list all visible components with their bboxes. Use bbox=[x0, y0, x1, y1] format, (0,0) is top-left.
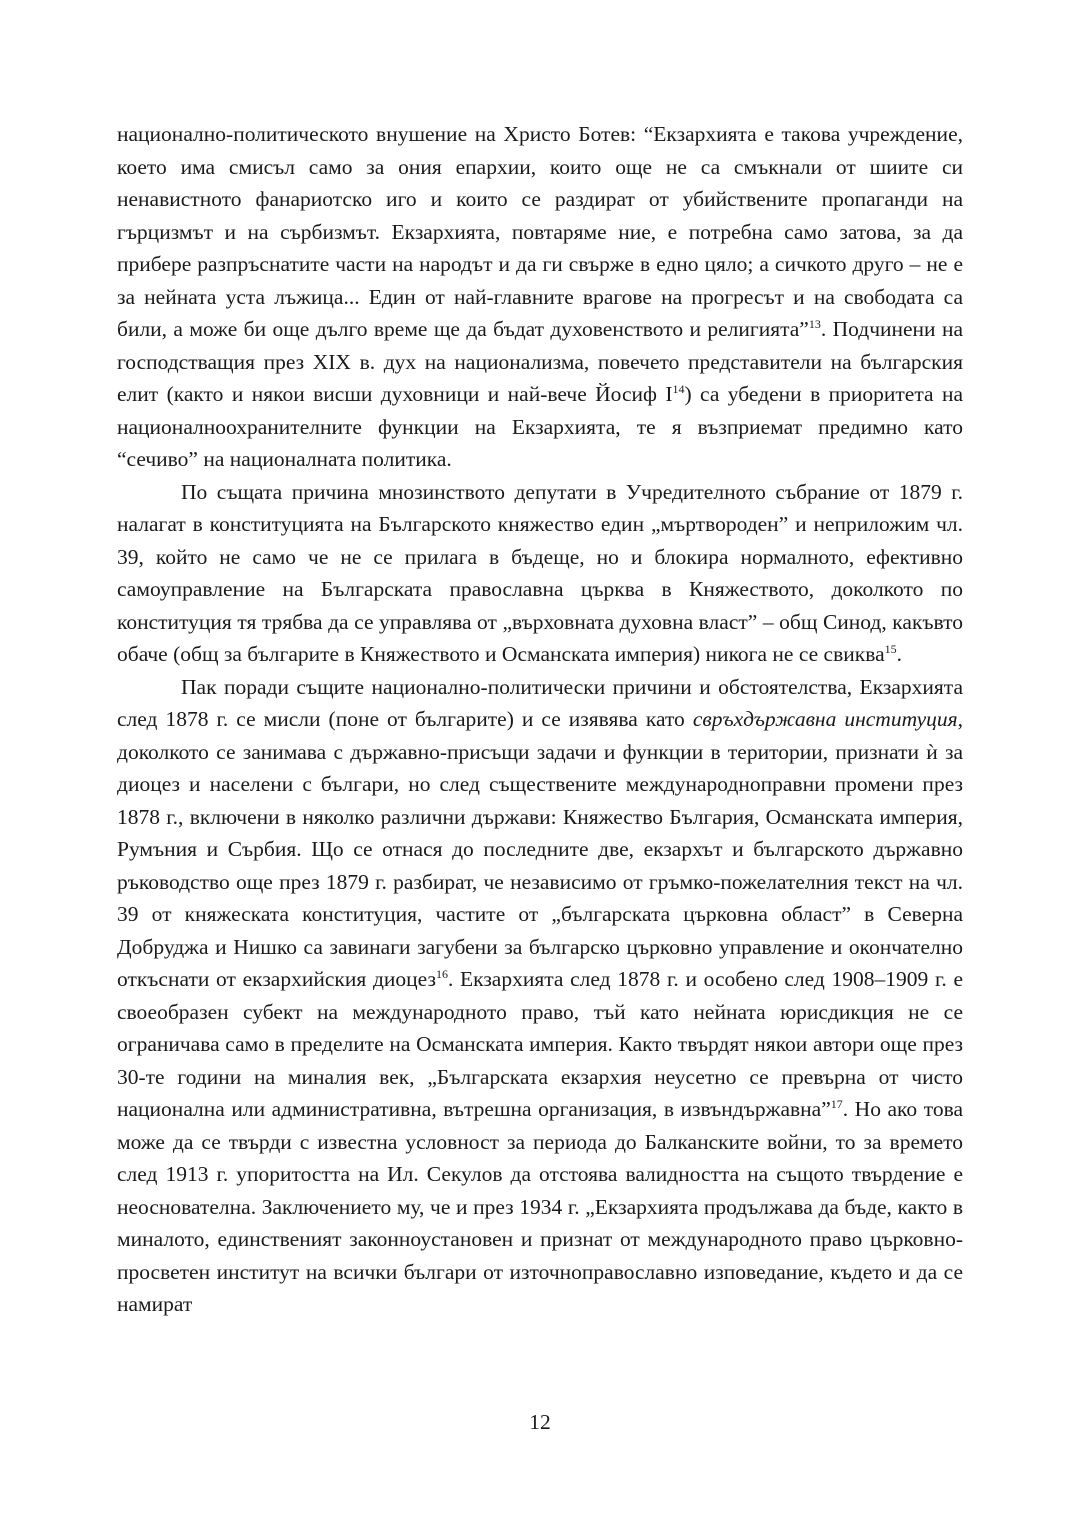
paragraph-text: национално-политическото внушение на Христо Ботев: “Екзархията е такова учреждение, което има смисъл само за ония епархии, които още не са смъкнали от шиите си ненавистното фанариотско иго и които се раздират от убийствените пропаганди на гърцизмът и на сърбизмът. Екзархията, повтаряме ние, е потребна само затова, за да прибере разпръснатите части на народът и да ги свърже в едно цяло; а сичкото друго – не е за нейната уста лъжица... Един от най-главните врагове на прогресът и на свободата са били, а може би още дълго време ще да бъдат духовенството и религията” bbox=[117, 122, 963, 341]
paragraph-text: . Подчинени на господстващия през XIX в. дух на национализма, повечето представители на българския елит (както и някои висши духовници и най-вече Йосиф I bbox=[117, 317, 963, 406]
footnote-ref: 17 bbox=[830, 1096, 843, 1111]
body-text bbox=[117, 118, 963, 1321]
paragraph-text: . Екзархията след 1878 г. и особено след 1908–1909 г. е своеобразен субект на международното право, тъй като нейната юрисдикция не се ограничава само в пределите на Османската империя. Както твърдят някои автори още през 30-те години на миналия век, „Българската екзархия неусетно се превърна от чисто национална или административна, вътрешна организация, в извъндържавна” bbox=[117, 967, 964, 1121]
footnote-ref: 16 bbox=[435, 966, 448, 981]
footnote-ref: 15 bbox=[884, 641, 897, 656]
footnote-ref: 13 bbox=[808, 316, 821, 331]
paragraph-text: По същата причина мнозинството депутати в Учредителното събрание от 1879 г. налагат в конституцията на Българското княжество един „мъртвороден” и неприложим чл. 39, който не само че не се прилага в бъдеще, но и блокира нормалното, ефективно самоуправление на Българската православна църква в Княжеството, доколкото по конституция тя трябва да се управлява от „върховната духовна власт” – общ Синод, какъвто обаче (общ за българите в Княжеството и Османската империя) никога не се свиква bbox=[117, 479, 963, 666]
paragraph-constitution bbox=[117, 476, 963, 671]
emphasis-text: свръхдържавна институция bbox=[692, 707, 958, 731]
paragraph-continued bbox=[117, 118, 963, 476]
footnote-ref: 14 bbox=[672, 381, 685, 396]
paragraph-text: Пак поради същите национално-политически причини и обстоятелства, Екзархията след 1878 г. се мисли (поне от българите) и се изявява като bbox=[117, 674, 963, 731]
paragraph-text: , доколкото се занимава с държавно-присъщи задачи и функции в територии, признати ѝ за диоцез и населени с българи, но след съществените международноправни промени през 1878 г., включени в няколко различни държави: Княжество България, Османската империя, Румъния и Сърбия. Що се отнася до последните две, екзархът и българското държавно ръководство още през 1879 г. разбират, че независимо от гръмко-пожелателния текст на чл. 39 от княжеската конституция, частите от „българската църковна област” в Северна Добруджа и Нишко са завинаги загубени за българско църковно управление и окончателно откъснати от екзархийския диоцез bbox=[117, 707, 963, 991]
paragraph-text: ) са убедени в приоритета на националноохранителните функции на Екзархията, те я възприемат предимно като “сечиво” на националната политика. bbox=[117, 382, 963, 471]
paragraph-text: . bbox=[896, 642, 902, 666]
paragraph-text: . Но ако това може да се твърди с известна условност за периода до Балканските войни, то за времето след 1913 г. упоритостта на Ил. Секулов да отстоява валидността на същото твърдение е неоснователна. Заключението му, че и през 1934 г. „Екзархията продължава да бъде, както в миналото, единственият законноустановен и признат от международното право църковно-просветен институт на всички българи от източноправославно изповедание, където и да се намират bbox=[117, 1097, 963, 1316]
page-number: 12 bbox=[529, 1410, 551, 1434]
paragraph-exarchate bbox=[117, 671, 963, 1321]
